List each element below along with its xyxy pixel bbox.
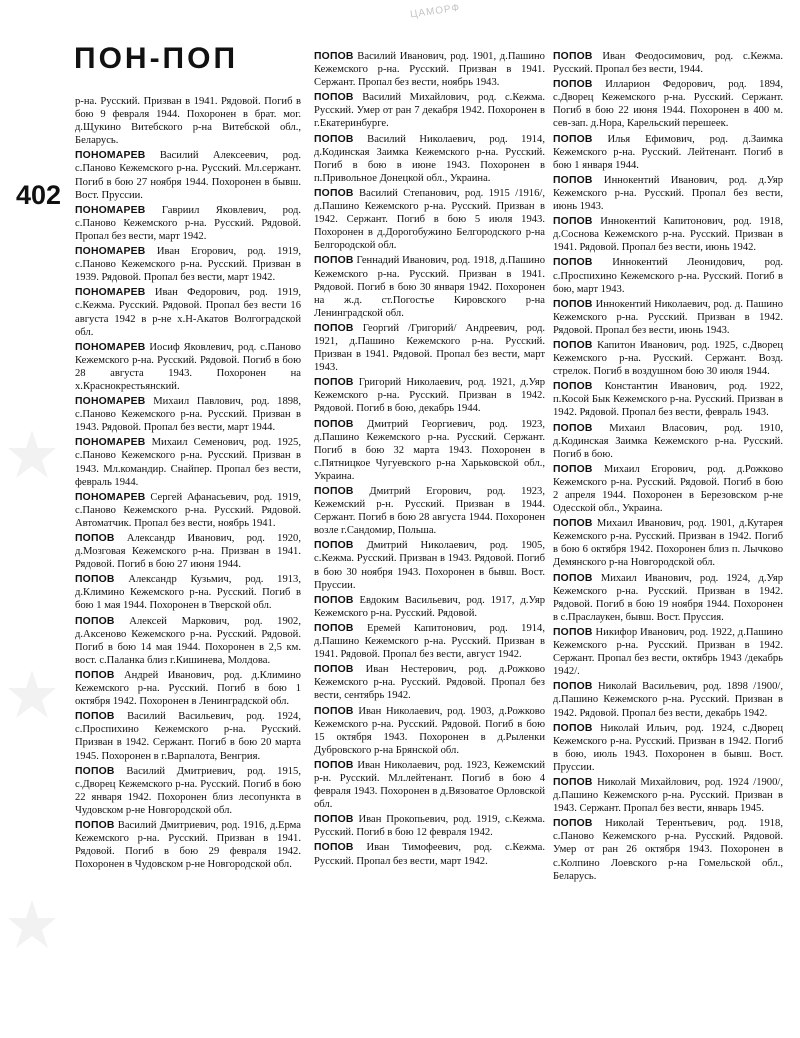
record-entry <box>553 174 783 213</box>
surname: ПОПОВ <box>553 776 593 788</box>
record-text: Иван Феодосимович, род. с.Кежма. Русский. Пропал без вести, 1944. <box>553 51 783 76</box>
record-entry <box>553 626 783 678</box>
record-entry <box>75 204 301 243</box>
surname: ПОПОВ <box>314 814 354 826</box>
record-entry <box>314 663 545 702</box>
record-text: Иван Егорович, род. 1919, с.Паново Кежемского р-на. Русский. Призван в 1939. Рядовой. Пропал без вести, март 1942. <box>75 246 301 284</box>
record-text: Илларион Федорович, род. 1894, с.Дворец Кежемского р-на. Русский. Сержант. Погиб в бою 22 июня 1944. Похоронен в 400 м. сев-зап. д.Нора, Карельский перешеек. <box>553 79 783 130</box>
record-entry <box>553 680 783 719</box>
surname: ПОНОМАРЕВ <box>75 204 146 216</box>
record-entry <box>75 765 301 817</box>
surname: ПОПОВ <box>553 216 593 228</box>
surname: ПОПОВ <box>553 626 593 638</box>
surname: ПОПОВ <box>553 572 593 584</box>
record-entry <box>314 418 545 483</box>
record-entry <box>314 841 545 867</box>
record-entry <box>75 573 301 612</box>
record-text: Дмитрий Георгиевич, род. 1923, д.Пашино Кежемского р-на. Русский. Сержант. Погиб в бою 32 марта 1943. Похоронен в с.Пятницкое Чугуевского р-на Харьковской обл., Украина. <box>314 418 545 482</box>
surname: ПОПОВ <box>553 298 593 310</box>
record-entry <box>314 485 545 537</box>
record-text: Георгий /Григорий/ Андреевич, род. 1921, д.Пашино Кежемского р-на. Русский. Призван в 1941. Рядовой. Пропал без вести, март 1943. <box>314 322 545 374</box>
record-entry <box>314 254 545 319</box>
record-text: Александр Иванович, род. 1920, д.Мозговая Кежемского р-на. Призван в 1941. Рядовой. Погиб в бою 27 июня 1944. <box>75 533 301 571</box>
record-text: Иосиф Яковлевич, род. с.Паново Кежемского р-на. Русский. Рядовой. Погиб в бою 28 августа 1943. Похоронен на х.Краснокрестьянский. <box>75 341 301 392</box>
surname: ПОПОВ <box>553 722 593 734</box>
record-entry <box>75 395 301 434</box>
record-entry <box>314 594 545 620</box>
record-text: Михаил Егорович, род. д.Рожково Кежемского р-на. Русский. Рядовой. Погиб в бою 2 апреля 1944. Похоронен в Березовском р-не Одесской обл., Украина. <box>553 463 783 515</box>
record-text: Григорий Николаевич, род. 1921, д.Уяр Кежемского р-на. Русский. Призван в 1942. Рядовой. Погиб в бою, декабрь 1944. <box>314 377 545 415</box>
surname: ПОПОВ <box>314 594 354 606</box>
record-text: Геннадий Иванович, род. 1918, д.Пашино Кежемского р-на. Русский. Призван в 1941. Рядовой. Погиб в бою 30 января 1942. Похоронен на ж.д. ст.Погостье Кировского р-на Ленинградской обл. <box>314 255 545 319</box>
surname: ПОПОВ <box>314 540 354 552</box>
record-text: Василий Дмитриевич, род. 1916, д.Ерма Кежемского р-на. Русский. Призван в 1941. Рядовой. Погиб в бою 29 февраля 1942. Похоронен в Чудовском р-не Новгородской обл. <box>75 819 301 871</box>
surname: ПОПОВ <box>314 842 354 854</box>
record-entry <box>553 776 783 815</box>
page-number: 402 <box>16 180 62 210</box>
record-text: Иван Николаевич, род. 1923, Кежемский р-н. Русский. Мл.лейтенант. Погиб в бою 4 февраля 1943. Похоронен в д.Вязоватое Орловской обл. <box>314 759 546 811</box>
record-text: Дмитрий Николаевич, род. 1905, с.Кежма. Русский. Призван в 1943. Рядовой. Погиб в бою 30 ноября 1943. Похоронен в бывш. Вост. Пруссии. <box>314 540 545 591</box>
column-2 <box>314 50 545 870</box>
record-entry <box>314 376 545 415</box>
record-entry <box>314 622 545 661</box>
record-text: Михаил Власович, род. 1910, д.Кодинская Заимка Кежемского р-на. Русский. Погиб в бою. <box>553 422 783 460</box>
surname: ПОПОВ <box>553 818 593 830</box>
record-text: Иван Федорович, род. 1919, с.Кежма. Русский. Рядовой. Пропал без вести 16 августа 1942 в р-не х.Н-Акатов Волгоградской обл. <box>75 287 301 338</box>
surname: ПОНОМАРЕВ <box>75 341 146 353</box>
record-text: Василий Васильевич, род. 1924, с.Проспихино Кежемского р-на. Русский. Призван в 1942. Сержант. Погиб в бою 20 марта 1945. Похоронен в г.Варпалота, Венгрия. <box>75 711 301 762</box>
surname: ПОПОВ <box>553 681 593 693</box>
record-entry <box>75 710 301 762</box>
page-header-title: ПОН-ПОП <box>74 42 239 75</box>
record-entry <box>314 813 545 839</box>
record-entry <box>553 722 783 774</box>
record-text: Василий Дмитриевич, род. 1915, с.Дворец Кежемского р-на. Русский. Погиб в бою 22 января 1942. Похоронен близ лесопункта в Чудовском р-не Новгородской обл. <box>75 765 301 816</box>
surname: ПОПОВ <box>75 533 115 544</box>
record-text: Иннокентий Николаевич, род. д. Пашино Кежемского р-на. Русский. Призван в 1942. Рядовой. Пропал без вести, июнь 1943. <box>553 298 783 336</box>
record-text: Сергей Афанасьевич, род. 1919, с.Паново Кежемского р-на. Русский. Рядовой. Автоматчик. Пропал без вести, ноябрь 1941. <box>75 491 301 529</box>
surname: ПОНОМАРЕВ <box>75 287 146 299</box>
record-entry <box>314 133 545 185</box>
record-text: Николай Михайлович, род. 1924 /1900/, д.Пашино Кежемского р-на. Русский. Призван в 1943. Сержант. Пропал без вести, январь 1945. <box>553 776 783 815</box>
surname: ПОПОВ <box>553 257 593 269</box>
record-text: Василий Алексеевич, род. с.Паново Кежемского р-на. Русский. Мл.сержант. Погиб в бою 27 ноября 1944. Похоронен в бывш. Вост. Пруссии. <box>75 150 301 201</box>
surname: ПОПОВ <box>314 92 354 104</box>
surname: ПОПОВ <box>75 615 115 627</box>
record-text: Никифор Иванович, род. 1922, д.Пашино Кежемского р-на. Русский. Призван в 1942. Сержант. Пропал без вести, октябрь 1943 /декабрь 1942/. <box>553 626 783 678</box>
record-text: р-на. Русский. Призван в 1941. Рядовой. Погиб в бою 9 февраля 1944. Похоронен в брат. мог. д.Щукино Витебского р-на Витебской обл., Беларусь. <box>75 96 301 147</box>
record-entry <box>553 517 783 569</box>
surname: ПОПОВ <box>553 133 593 145</box>
record-text: Андрей Иванович, род. д.Климино Кежемского р-на. Русский. Погиб в бою 1 октября 1942. Похоронен в Ленинградской обл. <box>75 669 301 708</box>
record-text: Михаил Павлович, род. 1898, с.Паново Кежемского р-на. Русский. Призван в 1943. Рядовой. Пропал без вести, март 1944. <box>75 396 301 434</box>
record-entry <box>553 256 783 295</box>
record-text: Александр Кузьмич, род. 1913, д.Климино Кежемского р-на. Русский. Погиб в бою 1 мая 1944. Похоронен в Тверской обл. <box>75 574 301 612</box>
record-entry <box>553 298 783 337</box>
record-text: Иван Тимофеевич, род. с.Кежма. Русский. Пропал без вести, март 1942. <box>314 842 545 867</box>
record-entry <box>553 133 783 172</box>
record-entry <box>553 215 783 254</box>
surname: ПОНОМАРЕВ <box>75 246 146 258</box>
record-entry <box>553 339 783 378</box>
record-text: Иннокентий Леонидович, род. с.Проспихино Кежемского р-на. Русский. Погиб в бою, март 1943. <box>553 257 783 295</box>
surname: ПОПОВ <box>75 574 115 586</box>
record-entry <box>553 50 783 76</box>
record-text: Иван Николаевич, род. 1903, д.Рожково Кежемского р-на. Русский. Рядовой. Погиб в бою 15 октября 1943. Похоронен в д.Рыленки Дубровского р-на Брянской обл. <box>314 705 546 756</box>
record-entry <box>314 91 545 130</box>
memorial-watermark <box>8 420 56 980</box>
record-text: Николай Васильевич, род. 1898 /1900/, д.Пашино Кежемского р-на. Русский. Призван в 1942. Рядовой. Пропал без вести, декабрь 1942. <box>553 681 783 719</box>
surname: ПОПОВ <box>75 669 115 681</box>
record-text: Василий Михайлович, род. с.Кежма. Русский. Умер от ран 7 декабря 1942. Похоронен в г.Екатеринбурге. <box>314 92 545 130</box>
record-entry <box>553 817 783 882</box>
surname: ПОПОВ <box>314 759 354 771</box>
record-text: Николай Ильич, род. 1924, с.Дворец Кежемского р-на. Русский. Призван в 1942. Погиб в бою, июль 1943. Похоронен в бывш. Вост. Пруссии. <box>553 722 784 773</box>
record-entry <box>553 572 783 624</box>
record-text: Михаил Иванович, род. 1924, д.Уяр Кежемского р-на. Русский. Призван в 1942. Рядовой. Погиб в бою 19 ноября 1944. Похоронен в с.Праслаукен, бывш. Вост. Пруссия. <box>553 572 783 623</box>
surname: ПОПОВ <box>553 174 593 186</box>
record-entry <box>553 463 783 515</box>
surname: ПОПОВ <box>553 422 593 434</box>
record-text: Василий Николаевич, род. 1914, д.Кодинская Заимка Кежемского р-на. Русский. Погиб в бою в июне 1943. Похоронен в п.Привольное Донецкой обл., Украина. <box>314 133 545 184</box>
surname: ПОНОМАРЕВ <box>75 150 146 162</box>
record-entry <box>314 187 545 252</box>
surname: ПОПОВ <box>553 79 593 91</box>
surname: ПОПОВ <box>314 486 354 497</box>
record-entry <box>314 705 545 757</box>
record-text: Иннокентий Капитонович, род. 1918, д.Соснова Кежемского р-на. Русский. Призван в 1941. Рядовой. Пропал без вести, июнь 1942. <box>553 216 783 254</box>
record-text: Евдоким Васильевич, род. 1917, д.Уяр Кежемского р-на. Русский. Рядовой. <box>314 594 545 619</box>
record-entry <box>553 422 783 461</box>
record-entry <box>75 149 301 201</box>
surname: ПОПОВ <box>314 255 354 267</box>
surname: ПОПОВ <box>314 705 354 717</box>
surname: ПОПОВ <box>314 622 354 634</box>
record-text: Михаил Иванович, род. 1901, д.Кутарея Кежемского р-на. Русский. Призван в 1942. Погиб в бою 6 октября 1942. Похоронен близ п. Лычково Демянского р-на Новгородской обл. <box>553 518 783 569</box>
record-entry <box>75 669 301 708</box>
surname: ПОПОВ <box>75 819 115 831</box>
surname: ПОНОМАРЕВ <box>75 491 146 503</box>
record-text: Дмитрий Егорович, род. 1923, Кежемский р-н. Русский. Призван в 1944. Сержант. Погиб в бою 28 августа 1944. Похоронен возле г.Сандомир, Польша. <box>314 486 545 537</box>
surname: ПОПОВ <box>75 765 115 777</box>
surname: ПОПОВ <box>314 418 354 430</box>
record-text: Иван Нестерович, род. д.Рожково Кежемского р-на. Русский. Рядовой. Пропал без вести, сентябрь 1942. <box>314 664 545 702</box>
record-text: Гавриил Яковлевич, род. с.Паново Кежемского р-на. Русский. Рядовой. Пропал без вести, март 1942. <box>75 204 301 242</box>
surname: ПОПОВ <box>75 711 115 723</box>
record-entry <box>553 78 783 130</box>
record-text: Капитон Иванович, род. 1925, с.Дворец Кежемского р-на. Русский. Сержант. Возд. стрелок. Погиб в воздушном бою 30 июля 1944. <box>553 339 783 378</box>
record-entry <box>75 286 301 338</box>
record-text: Иван Прокопьевич, род. 1919, с.Кежма. Русский. Погиб в бою 12 февраля 1942. <box>314 814 545 839</box>
surname: ПОПОВ <box>314 664 354 676</box>
record-text: Василий Иванович, род. 1901, д.Пашино Кежемского р-на. Русский. Призван в 1941. Сержант. Пропал без вести, ноябрь 1943. <box>314 51 545 89</box>
surname: ПОПОВ <box>553 339 593 351</box>
record-entry <box>314 759 545 811</box>
record-text: Константин Иванович, род. 1922, п.Косой Бык Кежемского р-на. Русский. Призван в 1942. Рядовой. Пропал без вести, февраль 1943. <box>553 381 783 419</box>
column-1 <box>75 95 301 873</box>
surname: ПОПОВ <box>553 381 593 393</box>
surname: ПОНОМАРЕВ <box>75 437 146 449</box>
record-entry <box>75 341 301 393</box>
record-text: Михаил Семенович, род. 1925, с.Паново Кежемского р-на. Русский. Призван в 1943. Мл.командир. Снайпер. Пропал без вести, февраль 1944. <box>75 437 301 488</box>
surname: ПОПОВ <box>314 377 354 389</box>
record-text: Илья Ефимович, род. д.Заимка Кежемского р-на. Русский. Лейтенант. Погиб в бою 1 января 1944. <box>553 133 783 171</box>
record-text: Алексей Маркович, род. 1902, д.Аксеново Кежемского р-на. Русский. Рядовой. Погиб в бою 14 мая 1944. Похоронен в 2,5 км. вост. с.Паланка близ г.Кишинева, Молдова. <box>75 615 301 666</box>
record-entry <box>75 491 301 530</box>
record-entry <box>75 95 301 147</box>
surname: ПОНОМАРЕВ <box>75 396 146 408</box>
surname: ПОПОВ <box>553 51 593 62</box>
record-entry <box>75 532 301 571</box>
record-text: Василий Степанович, род. 1915 /1916/, д.Пашино Кежемского р-на. Русский. Призван в 1942. Сержант. Погиб в бою 5 июля 1943. Похоронен в д.Дорогобужино Белгородского р-на Белгородской обл. <box>314 187 545 252</box>
record-text: Иннокентий Иванович, род. д.Уяр Кежемского р-на. Русский. Пропал без вести, июнь 1943. <box>553 174 784 213</box>
surname: ПОПОВ <box>553 518 593 530</box>
record-text: Еремей Капитонович, род. 1914, д.Пашино Кежемского р-на. Русский. Призван в 1941. Рядовой. Пропал без вести, август 1942. <box>314 622 545 661</box>
record-entry <box>75 615 301 667</box>
record-text: Николай Терентьевич, род. 1918, с.Паново Кежемского р-на. Русский. Рядовой. Умер от ран 26 октября 1943. Похоронен в с.Колпино Лоевского р-на Гомельской обл., Беларусь. <box>553 818 783 882</box>
surname: ПОПОВ <box>314 133 354 145</box>
record-entry <box>553 380 783 419</box>
surname: ПОПОВ <box>314 322 354 334</box>
record-entry <box>314 50 545 89</box>
surname: ПОПОВ <box>314 51 354 62</box>
column-3 <box>553 50 783 885</box>
record-entry <box>75 819 301 871</box>
record-entry <box>314 539 545 591</box>
record-entry <box>75 436 301 488</box>
surname: ПОПОВ <box>553 463 593 475</box>
record-entry <box>314 322 545 374</box>
record-entry <box>75 245 301 284</box>
watermark-text: ЦАМОРФ <box>409 2 461 21</box>
surname: ПОПОВ <box>314 187 354 199</box>
